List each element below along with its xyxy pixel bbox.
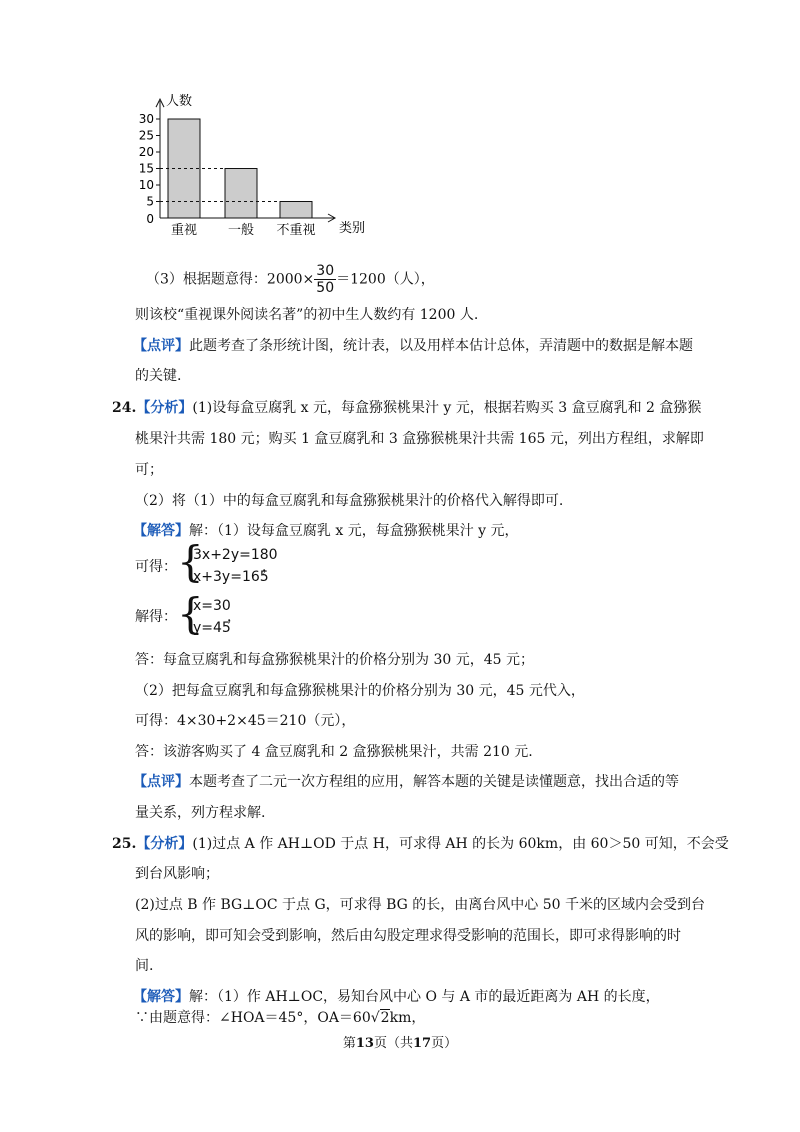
footer-prefix: 第 <box>342 1036 356 1051</box>
y-tick-label: 25 <box>138 128 154 143</box>
s25-because-prefix: ∵由题意得：∠HOA＝45°，OA＝60 <box>135 1010 371 1026</box>
s24-analysis <box>112 398 701 418</box>
s24-part2-l1: （2）把每盒豆腐乳和每盒猕猴桃果汁的价格分别为 30 元，45 元代入， <box>135 683 585 699</box>
s24-answer1: 答：每盒豆腐乳和每盒猕猴桃果汁的价格分别为 30 元，45 元； <box>135 652 534 668</box>
s23-part3 <box>146 263 435 296</box>
analysis-tag: 【分析】 <box>136 400 193 416</box>
s25-solution-l1: 解：（1）作 AH⊥OC，易知台风中心 O 与 A 市的最近距离为 AH 的长度， <box>189 989 660 1005</box>
s23-part3-suffix: ＝1200（人）， <box>336 271 435 288</box>
s23-conclusion: 则该校“重视课外阅读名著”的初中生人数约有 1200 人. <box>135 307 479 323</box>
s24-part2-l2: 可得：4×30+2×45＝210（元）， <box>135 713 356 729</box>
s23-review <box>133 336 693 356</box>
s24-review-text: 本题考查了二元一次方程组的应用，解答本题的关键是读懂题意，找出合适的等 <box>189 774 679 790</box>
s25-because: ∵由题意得：∠HOA＝45°，OA＝60√2km， <box>135 1010 426 1026</box>
category-label: 不重视 <box>276 223 316 238</box>
fraction-denominator: 50 <box>316 280 335 296</box>
question-number: 25. <box>112 836 137 852</box>
footer-mid: 页（共 <box>373 1036 413 1051</box>
s25-analysis-l3: (2)过点 B 作 BG⊥OC 于点 G，可求得 BG 的长，由离台风中心 50 千米的区域内会受到台 <box>135 897 705 913</box>
y-axis-label: 人数 <box>166 94 193 110</box>
y-tick-label: 20 <box>138 145 154 159</box>
s25-because-suffix: km， <box>389 1010 426 1026</box>
s24-analysis-l4: （2）将（1）中的每盒豆腐乳和每盒猕猴桃果汁的价格代入解得即可. <box>135 493 564 509</box>
equation-1: 3x+2y=180 <box>193 547 278 563</box>
bar-chart <box>120 90 380 240</box>
page-number: 13 <box>355 1036 374 1051</box>
solution-1: x=30 <box>193 598 231 614</box>
y-tick-label: 10 <box>138 178 154 192</box>
footer-suffix: 页） <box>431 1036 458 1051</box>
total-pages: 17 <box>413 1036 432 1051</box>
obtain-label: 可得： <box>135 559 177 575</box>
s24-review <box>133 772 679 792</box>
equation-comma: ， <box>262 559 276 575</box>
bar-不重视 <box>280 202 312 219</box>
solution-comma: ， <box>227 609 241 625</box>
fraction <box>314 263 336 296</box>
equation-2: x+3y=165 <box>193 569 269 585</box>
fraction-numerator: 30 <box>316 263 335 279</box>
page-footer <box>0 1032 800 1051</box>
y-tick-label: 15 <box>138 161 154 176</box>
review-tag: 【点评】 <box>133 774 189 790</box>
s24-review-cont: 量关系，列方程求解. <box>135 805 266 821</box>
s25-analysis-l1: (1)过点 A 作 AH⊥OD 于点 H，可求得 AH 的长为 60km，由 60＞50 可知，不会受 <box>192 836 729 852</box>
solution-2: y=45 <box>193 620 231 636</box>
s25-analysis-l2: 到台风影响； <box>135 866 219 882</box>
solution-tag: 【解答】 <box>133 989 189 1005</box>
y-tick-label: 0 <box>146 212 154 226</box>
solve-label: 解得： <box>135 609 177 625</box>
s24-analysis-l1: (1)设每盒豆腐乳 x 元，每盒猕猴桃果汁 y 元，根据若购买 3 盒豆腐乳和 2 盒猕猴 <box>192 400 702 416</box>
s23-part3-prefix: （3）根据题意得：2000× <box>146 271 315 288</box>
s24-solution-l1: 解：（1）设每盒豆腐乳 x 元，每盒猕猴桃果汁 y 元， <box>189 523 519 539</box>
s25-analysis-l5: 间. <box>135 958 154 974</box>
s25-analysis-l4: 风的影响，即可知会受到影响，然后由勾股定理求得受影响的范围长，即可求得影响的时 <box>135 928 681 944</box>
solution-tag: 【解答】 <box>133 523 189 539</box>
s24-analysis-l2: 桃果汁共需 180 元；购买 1 盒豆腐乳和 3 盒猕猴桃果汁共需 165 元，列出方程组，求解即 <box>135 431 704 447</box>
s25-solution <box>133 987 660 1007</box>
category-label: 一般 <box>227 223 255 238</box>
review-tag: 【点评】 <box>133 338 189 354</box>
analysis-tag: 【分析】 <box>136 836 193 852</box>
s23-review-text: 此题考查了条形统计图，统计表，以及用样本估计总体，弄清题中的数据是解本题 <box>189 338 693 354</box>
s24-answer2: 答：该游客购买了 4 盒豆腐乳和 2 盒猕猴桃果汁，共需 210 元. <box>135 744 533 760</box>
y-tick-label: 5 <box>146 194 154 209</box>
solution-brace: { <box>177 589 204 638</box>
bar-一般 <box>225 169 257 219</box>
sqrt-radicand: 2 <box>380 1010 390 1026</box>
y-tick-label: 30 <box>138 112 154 126</box>
s23-review-cont: 的关键. <box>135 368 182 384</box>
category-label: 重视 <box>170 223 198 238</box>
x-axis-label: 类别 <box>339 221 366 236</box>
question-number: 24. <box>112 400 137 416</box>
s24-analysis-l3: 可； <box>135 462 163 478</box>
s25-analysis <box>112 834 729 854</box>
system-brace: { <box>177 537 204 586</box>
